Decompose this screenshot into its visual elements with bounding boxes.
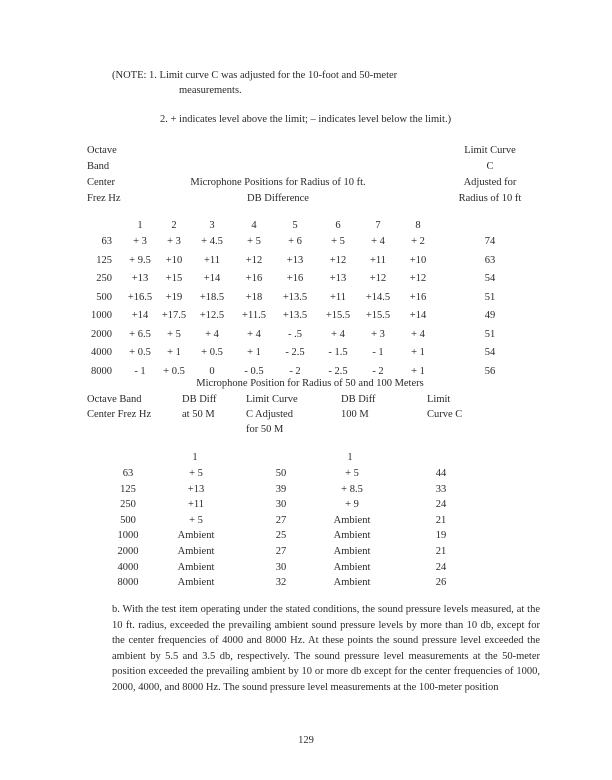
table-cell-db-difference: - 1 [134,365,146,377]
table-cell-db-difference: + 0.5 [163,365,185,377]
table-cell-db-diff-100m: Ambient [333,514,371,526]
table-cell-db-diff-50m: +11 [187,499,205,511]
table-cell-limit-100m: 21 [435,546,447,557]
table-cell-db-difference: +10 [165,254,183,266]
table-cell-db-difference: + 4 [411,328,425,340]
table-cell-db-diff-50m: Ambient [177,530,215,542]
position-header: 3 [209,220,215,231]
table-cell-db-diff-50m: +13 [187,483,205,495]
t2-position-label-50: 1 [192,452,198,463]
table-cell-db-difference: +18.5 [199,291,225,303]
table-cell-limit: 54 [484,347,496,358]
table-row-frequency: 63 [122,468,134,479]
table-cell-db-difference: +15 [165,273,183,284]
table-cell-db-diff-100m: Ambient [333,546,371,557]
table-cell-db-difference: 0 [209,365,215,377]
table-row-frequency: 125 [120,483,136,495]
position-header: 4 [251,220,257,231]
table-row-frequency: 2000 [117,546,139,557]
table-cell-db-difference: +16.5 [127,291,153,303]
table-cell-db-difference: - 2 [372,365,384,377]
table-cell-db-difference: +10 [409,254,427,266]
t2-header-octave-band: Octave Band [87,394,142,405]
table-cell-limit-50m: 27 [275,546,287,557]
t2-header-at-50m: at 50 M [182,409,215,420]
table-cell-db-difference: +11.5 [242,310,266,321]
table-cell-db-difference: +19 [165,291,183,303]
table-cell-limit: 74 [484,236,496,247]
table-cell-db-difference: - 2.5 [285,347,305,358]
table-cell-db-difference: + 1 [247,347,261,358]
table-cell-limit-50m: 30 [275,561,287,573]
table-row-frequency: 250 [120,499,136,511]
table-cell-limit-100m: 19 [435,530,447,542]
table-cell-db-diff-50m: + 5 [189,514,203,526]
table-cell-db-diff-50m: Ambient [177,577,215,589]
table-cell-db-diff-50m: Ambient [177,546,215,557]
t2-header-db-diff-100: DB Diff [341,394,376,405]
table-cell-limit: 51 [484,291,496,303]
table-cell-limit-50m: 39 [275,483,287,495]
table-row-frequency: 250 [96,273,112,284]
note-1: (NOTE: 1. Limit curve C was adjusted for the 10-foot and 50-meter [112,70,398,81]
table-cell-db-difference: + 5 [167,328,181,340]
t2-header-center-freq: Center Frez Hz [87,409,152,420]
t1-header-radius: Radius of 10 ft [458,193,522,204]
table-cell-db-difference: +13 [286,254,304,266]
table-cell-db-difference: +12 [245,254,263,266]
table-cell-db-difference: + 3 [371,328,385,340]
table-cell-db-difference: +16 [245,273,263,284]
table-cell-limit-50m: 32 [275,577,287,589]
position-header: 7 [375,220,381,231]
t2-header-limit: Limit [427,394,451,405]
table-cell-db-difference: +16 [409,291,427,303]
table-cell-db-diff-100m: + 5 [345,468,359,479]
table-cell-db-difference: +14.5 [365,291,391,303]
note-1-continuation: measurements. [179,85,242,96]
t1-header-limit-curve: Limit Curve [464,145,516,156]
page-number: 129 [298,735,314,746]
t1-header-db-difference: DB Difference [247,193,309,204]
table-cell-db-difference: + 4.5 [201,236,223,247]
table-cell-db-difference: + 0.5 [201,347,223,358]
table-cell-limit-100m: 24 [435,499,447,511]
table-cell-db-difference: + 4 [247,328,261,340]
table-cell-db-diff-100m: Ambient [333,577,371,589]
table-cell-db-difference: + 1 [411,365,425,377]
table-cell-db-difference: +13 [131,273,149,284]
table-cell-db-difference: +16 [286,273,304,284]
t2-header-100m: 100 M [341,409,369,420]
table-cell-limit-100m: 24 [435,561,447,573]
t2-header-for-50m: for 50 M [246,424,284,435]
table-cell-db-diff-100m: + 9 [345,499,359,511]
table-cell-limit-100m: 44 [435,468,447,479]
table-cell-db-difference: + 9.5 [129,254,151,266]
table-cell-limit: 54 [484,273,496,284]
table-row-frequency: 4000 [117,561,139,573]
t1-header-mic-positions: Microphone Positions for Radius of 10 ft. [190,177,366,188]
t1-header-adjusted: Adjusted for [463,177,517,188]
t1-header-c: C [486,161,494,172]
table-cell-db-diff-100m: + 8.5 [341,483,363,495]
note-2: 2. + indicates level above the limit; – indicates level below the limit.) [160,114,452,125]
table-cell-db-difference: +13.5 [282,310,308,321]
table-row-frequency: 8000 [117,577,139,589]
table-row-frequency: 8000 [91,365,112,377]
table-cell-db-difference: +17.5 [161,310,187,321]
table-cell-limit: 56 [484,365,496,377]
table-cell-db-difference: +11 [203,254,221,266]
table-row-frequency: 500 [120,514,136,526]
table-row-frequency: 1000 [91,310,112,321]
t1-header-octave: Octave [87,145,117,156]
table-cell-db-difference: - 1 [372,347,384,358]
table-cell-db-difference: + 1 [167,347,181,358]
table-cell-db-difference: +12 [329,254,347,266]
table-cell-db-difference: + 1 [411,347,425,358]
table-cell-db-diff-50m: Ambient [177,561,215,573]
table-cell-db-difference: + 6.5 [129,328,151,340]
table-cell-db-difference: - 2.5 [328,365,348,377]
t1-header-freq: Frez Hz [87,193,121,204]
t2-title: Microphone Position for Radius of 50 and 100 Meters [196,378,424,389]
table-cell-db-difference: +14 [203,273,221,284]
table-cell-db-difference: +11 [329,291,347,303]
table-row-frequency: 500 [96,291,112,303]
table-cell-limit-50m: 50 [275,468,287,479]
table-cell-db-difference: +11 [369,254,387,266]
table-cell-limit-50m: 27 [275,514,287,526]
table-cell-db-difference: - 2 [289,365,301,377]
table-cell-db-difference: +12.5 [199,310,225,321]
t2-header-curve-c: Curve C [427,409,463,420]
position-header: 5 [292,220,298,231]
table-cell-db-difference: + 4 [205,328,219,340]
t2-header-limit-curve-50: Limit Curve [246,394,298,405]
body-paragraph: b. With the test item operating under the stated conditions, the sound pressure levels measured, at the 10 ft. radius, exceeded the prevailing ambient sound pressure levels by more than 10 db, except for the center frequencies of 4000 and 8000 Hz. At these points the sound pressure level exceeded the ambient by 5.5 and 3.5 db, respectively. The sound pressure level measurements at the 50-meter position exceeded the prevailing ambient by 10 or more db except for the center frequencies of 1000, 2000, 4000, and 8000 Hz. The sound pressure level measurements at the 100-meter position [112,604,540,693]
table-cell-limit: 49 [484,310,496,321]
position-header: 6 [335,220,341,231]
table-cell-limit-100m: 26 [435,577,447,589]
table-cell-limit-100m: 33 [435,483,447,495]
table-cell-db-difference: - .5 [288,328,302,340]
table-cell-db-difference: +15.5 [365,310,391,321]
table-cell-db-difference: + 3 [167,236,181,247]
table-row-frequency: 125 [96,254,112,266]
table-cell-db-difference: +14 [409,310,427,321]
table-cell-limit: 63 [484,254,496,266]
table-cell-db-difference: +12 [409,273,427,284]
table-cell-db-difference: + 6 [288,236,302,247]
table-cell-db-diff-50m: + 5 [189,468,203,479]
table-cell-limit-50m: 25 [275,530,287,542]
table-cell-db-diff-100m: Ambient [333,530,371,542]
table-cell-db-difference: + 3 [133,236,147,247]
position-header: 2 [171,220,177,231]
table-cell-db-difference: + 4 [371,236,385,247]
table-cell-limit-100m: 21 [435,514,447,526]
table-cell-db-difference: - 0.5 [244,365,264,377]
table-cell-db-difference: +14 [131,310,149,321]
table-cell-db-difference: +13 [329,273,347,284]
table-row-frequency: 2000 [91,328,112,340]
table-cell-db-difference: +15.5 [325,310,351,321]
table-cell-db-difference: + 4 [331,328,345,340]
table-cell-db-difference: + 0.5 [129,347,151,358]
table-cell-limit-50m: 30 [275,499,287,511]
t2-header-db-diff-50: DB Diff [182,394,217,405]
position-header: 1 [137,220,143,231]
table-row-frequency: 4000 [91,347,112,358]
t2-position-label-100: 1 [347,452,353,463]
table-cell-limit: 51 [484,328,496,340]
t2-header-c-adjusted: C Adjusted [246,409,293,420]
table-cell-db-difference: + 2 [411,236,425,247]
table-cell-db-difference: + 5 [247,236,261,247]
table-row-frequency: 1000 [117,530,139,542]
table-cell-db-difference: - 1.5 [328,347,348,358]
table-cell-db-diff-100m: Ambient [333,561,371,573]
table-cell-db-difference: +13.5 [282,291,308,303]
table-cell-db-difference: + 5 [331,236,345,247]
t1-header-center: Center [87,177,115,188]
table-row-frequency: 63 [101,236,112,247]
position-header: 8 [415,220,421,231]
table-cell-db-difference: +18 [245,291,263,303]
t1-header-band: Band [87,161,110,172]
table-cell-db-difference: +12 [369,273,387,284]
